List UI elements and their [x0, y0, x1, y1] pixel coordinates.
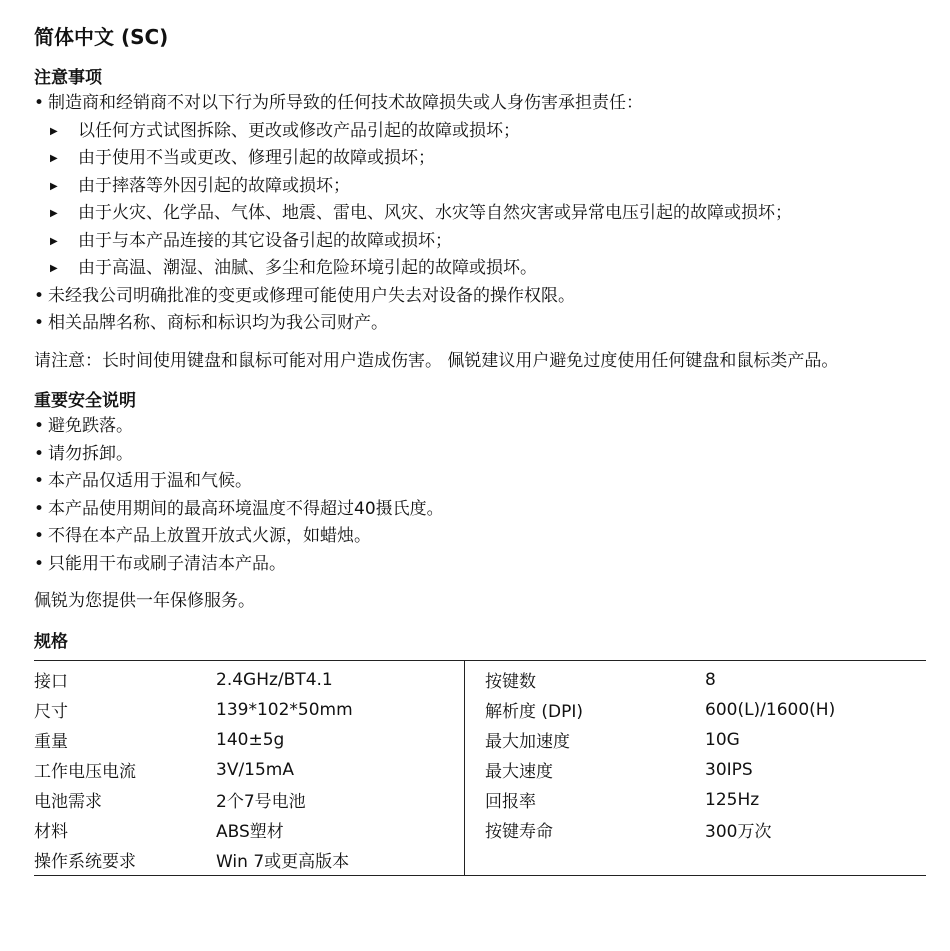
triangle-bullet-icon: ▶ [50, 153, 58, 164]
triangle-bullet-icon: ▶ [50, 263, 58, 274]
sub-list-item: ▶ 由于高温、潮湿、油腻、多尘和危险环境引起的故障或损坏。 [34, 255, 926, 283]
spec-key: 按键数 [485, 672, 536, 692]
spec-value: 2个7号电池 [216, 785, 465, 815]
spec-value [705, 845, 926, 876]
notice-heading: 注意事项 [34, 68, 102, 88]
table-row [34, 815, 926, 845]
bullet-icon: • [34, 93, 45, 113]
spec-key: 操作系统要求 [34, 852, 136, 872]
spec-value: Win 7或更高版本 [216, 845, 465, 876]
spec-table [34, 660, 926, 876]
spec-value: 8 [705, 669, 716, 690]
spec-key: 电池需求 [34, 792, 102, 812]
spec-key: 按键寿命 [485, 822, 553, 842]
spec-value: 10G [705, 729, 740, 750]
spec-value: 139*102*50mm [216, 695, 465, 725]
list-item: • 请勿拆卸。 [34, 441, 926, 469]
sub-list-item: ▶ 由于使用不当或更改、修理引起的故障或损坏； [34, 145, 926, 173]
spec-key: 解析度 (DPI) [485, 702, 584, 722]
page-title: 简体中文 (SC) [34, 25, 169, 49]
spec-value: 2.4GHz/BT4.1 [216, 660, 465, 695]
triangle-bullet-icon: ▶ [50, 125, 58, 137]
spec-key: 重量 [34, 732, 68, 752]
list-item: • 本产品仅适用于温和气候。 [34, 468, 926, 496]
bullet-icon: • [34, 498, 45, 519]
triangle-bullet-icon: ▶ [50, 235, 58, 247]
list-item: • 只能用干布或刷子清洁本产品。 [34, 551, 926, 579]
spec-key: 回报率 [485, 792, 536, 812]
caution-paragraph: 请注意：长时间使用键盘和鼠标可能对用户造成伤害。 佩锐建议用户避免过度使用任何键盘和鼠标类产品。 [34, 350, 839, 371]
list-item: • 避免跌落。 [34, 413, 926, 441]
triangle-bullet-icon: ▶ [50, 208, 58, 219]
warranty-text: 佩锐为您提供一年保修服务。 [34, 591, 255, 611]
table-row [34, 845, 926, 876]
bullet-icon: • [34, 553, 45, 574]
manual-page [34, 22, 926, 876]
sub-list-item: ▶ 由于摔落等外因引起的故障或损坏； [34, 173, 926, 201]
spec-key: 最大加速度 [485, 732, 570, 752]
list-item: • 制造商和经销商不对以下行为所导致的任何技术故障损失或人身伤害承担责任： [34, 90, 926, 118]
bullet-icon: • [34, 285, 45, 306]
bullet-icon: • [34, 526, 45, 546]
list-item: • 不得在本产品上放置开放式火源，如蜡烛。 [34, 523, 926, 551]
table-row [34, 755, 926, 785]
sub-list-item: ▶ 由于火灾、化学品、气体、地震、雷电、风灾、水灾等自然灾害或异常电压引起的故障或损坏； [34, 200, 926, 228]
spec-value: 140±5g [216, 725, 465, 755]
spec-key: 材料 [34, 822, 68, 842]
bullet-icon: • [34, 416, 45, 436]
table-row [34, 660, 926, 695]
safety-heading: 重要安全说明 [34, 391, 136, 411]
bullet-icon: • [34, 471, 45, 491]
table-row [34, 725, 926, 755]
triangle-bullet-icon: ▶ [50, 180, 58, 192]
spec-value: 300万次 [705, 822, 772, 842]
sub-list-item: ▶ 以任何方式试图拆除、更改或修改产品引起的故障或损坏； [34, 118, 926, 146]
spec-key [465, 845, 706, 876]
specs-heading: 规格 [34, 631, 68, 652]
bullet-icon: • [34, 313, 45, 333]
list-item: • 本产品使用期间的最高环境温度不得超过40摄氏度。 [34, 496, 926, 524]
spec-key: 最大速度 [485, 762, 553, 782]
list-item: • 未经我公司明确批准的变更或修理可能使用户失去对设备的操作权限。 [34, 283, 926, 311]
spec-value: 3V/15mA [216, 755, 465, 785]
table-row [34, 695, 926, 725]
spec-key: 接口 [34, 672, 68, 692]
list-item: • 相关品牌名称、商标和标识均为我公司财产。 [34, 310, 926, 338]
spec-key: 工作电压电流 [34, 762, 136, 782]
spec-value: 125Hz [705, 789, 760, 810]
spec-value: 600(L)/1600(H) [705, 699, 836, 720]
bullet-icon: • [34, 443, 45, 464]
spec-value: 30IPS [705, 759, 753, 780]
table-row [34, 785, 926, 815]
spec-key: 尺寸 [34, 702, 68, 722]
sub-list-item: ▶ 由于与本产品连接的其它设备引起的故障或损坏； [34, 228, 926, 256]
spec-value: ABS塑材 [216, 815, 465, 845]
